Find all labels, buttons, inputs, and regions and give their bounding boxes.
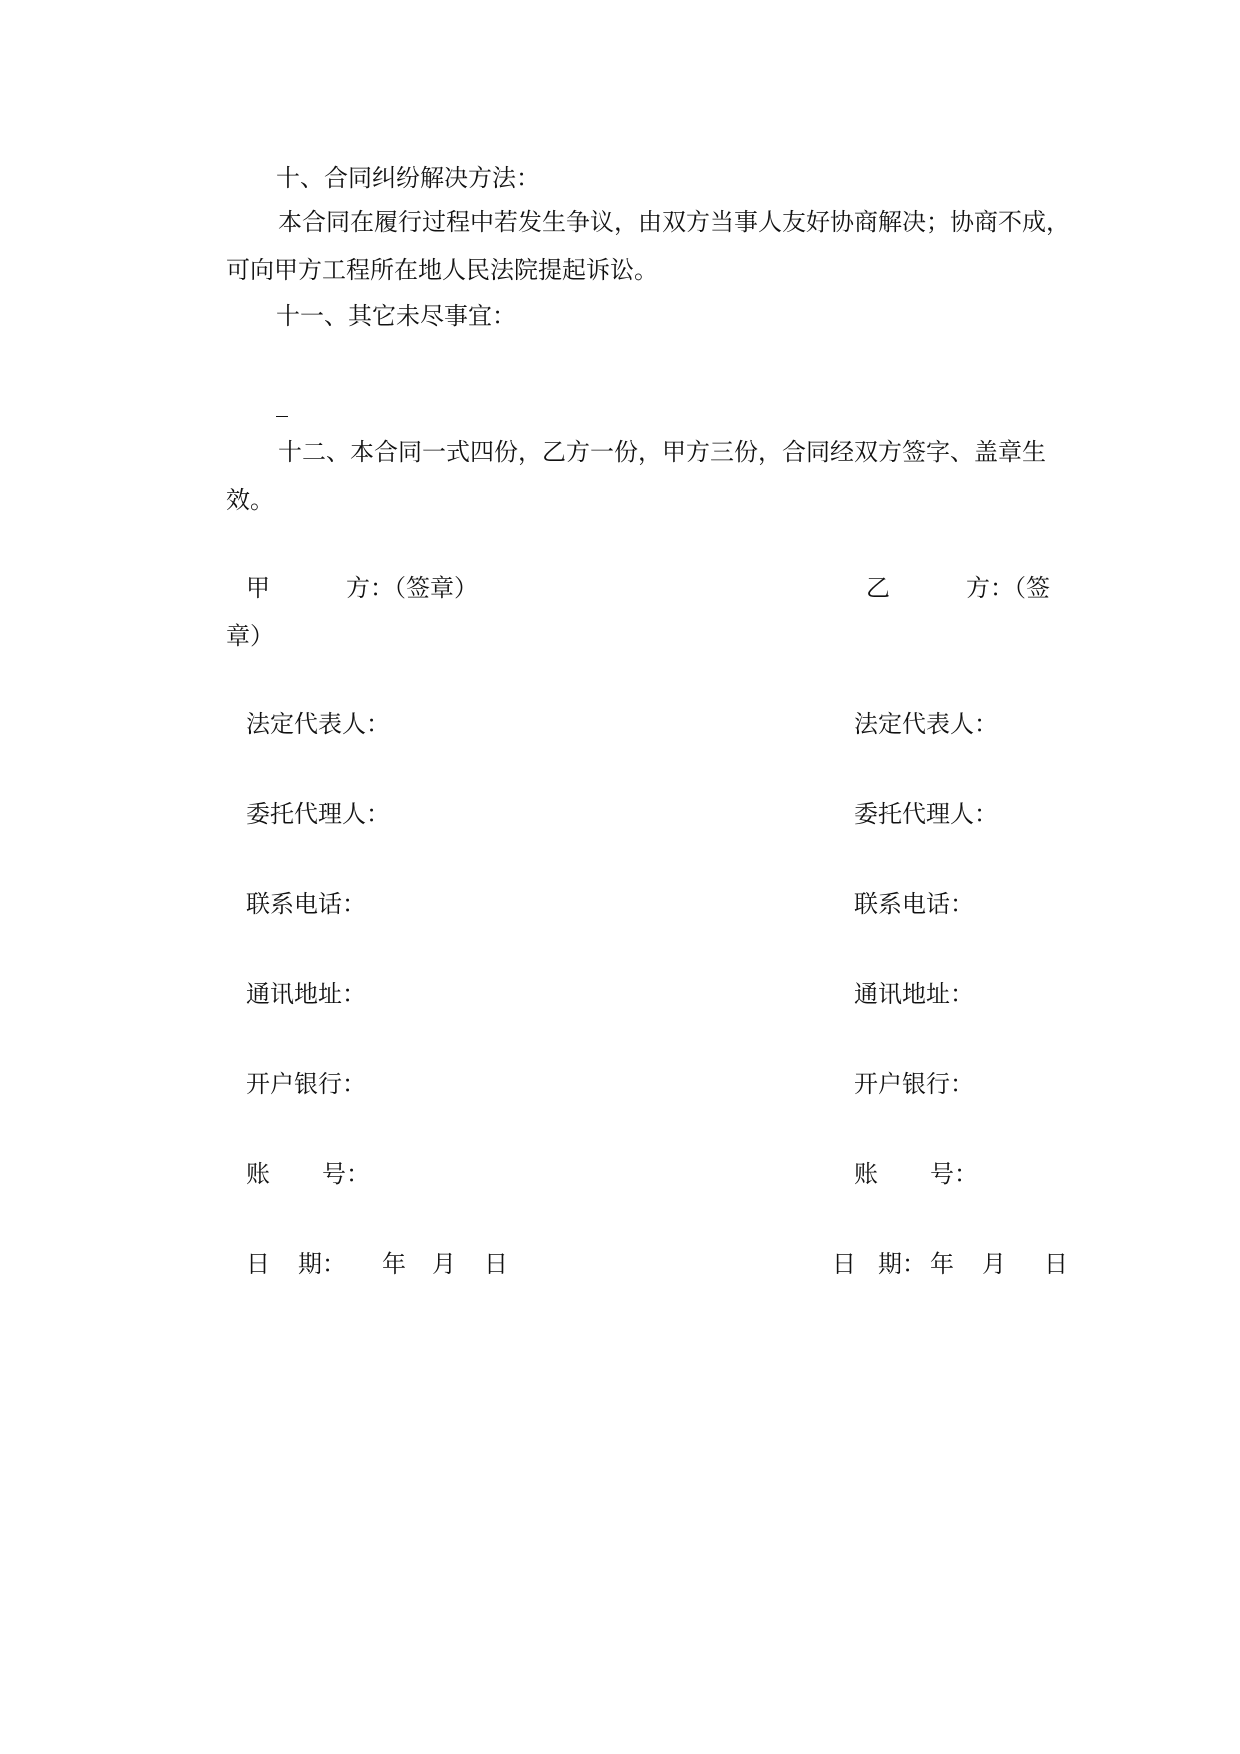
party-b-agent: 委托代理人：	[854, 800, 998, 828]
party-b-date-year: 年	[930, 1250, 954, 1278]
party-b-phone: 联系电话：	[854, 890, 974, 918]
party-a-date-label-1: 日	[246, 1250, 270, 1278]
party-b-seal-label: 方：（签	[966, 574, 1050, 602]
party-b-name-label: 乙	[866, 574, 890, 602]
party-a-date-label-2: 期：	[298, 1250, 346, 1278]
section-12-body: 十二、本合同一式四份，乙方一份，甲方三份，合同经双方签字、盖章生效。	[226, 438, 1046, 514]
party-b-date-month: 月	[982, 1250, 1006, 1278]
party-a-account-label-2: 号：	[322, 1160, 370, 1188]
party-a-date-year: 年	[382, 1250, 406, 1278]
party-b-account-label-1: 账	[854, 1160, 878, 1188]
party-b-date-label-2: 期：	[878, 1250, 926, 1278]
party-b-bank: 开户银行：	[854, 1070, 974, 1098]
party-a-date-month: 月	[432, 1250, 456, 1278]
party-a-name-label: 甲	[246, 574, 270, 602]
party-a-bank: 开户银行：	[246, 1070, 366, 1098]
party-b-seal-wrap: 章）	[226, 622, 274, 650]
party-b-date-label-1: 日	[832, 1250, 856, 1278]
party-b-legal-rep: 法定代表人：	[854, 710, 998, 738]
party-a-account-label-1: 账	[246, 1160, 270, 1188]
party-a-address: 通讯地址：	[246, 980, 366, 1008]
blank-fill-line	[276, 416, 288, 417]
party-a-phone: 联系电话：	[246, 890, 366, 918]
party-b-address: 通讯地址：	[854, 980, 974, 1008]
party-b-account-label-2: 号：	[930, 1160, 978, 1188]
section-11-heading: 十一、其它未尽事宜：	[276, 302, 516, 330]
party-a-seal-label: 方：（签章）	[346, 574, 478, 602]
party-a-date-day: 日	[484, 1250, 508, 1278]
party-a-legal-rep: 法定代表人：	[246, 710, 390, 738]
section-10-heading: 十、合同纠纷解决方法：	[276, 164, 540, 192]
party-b-date-day: 日	[1044, 1250, 1068, 1278]
section-10-body: 本合同在履行过程中若发生争议，由双方当事人友好协商解决；协商不成，可向甲方工程所在地人民法院提起诉讼。	[226, 208, 1070, 284]
party-a-agent: 委托代理人：	[246, 800, 390, 828]
